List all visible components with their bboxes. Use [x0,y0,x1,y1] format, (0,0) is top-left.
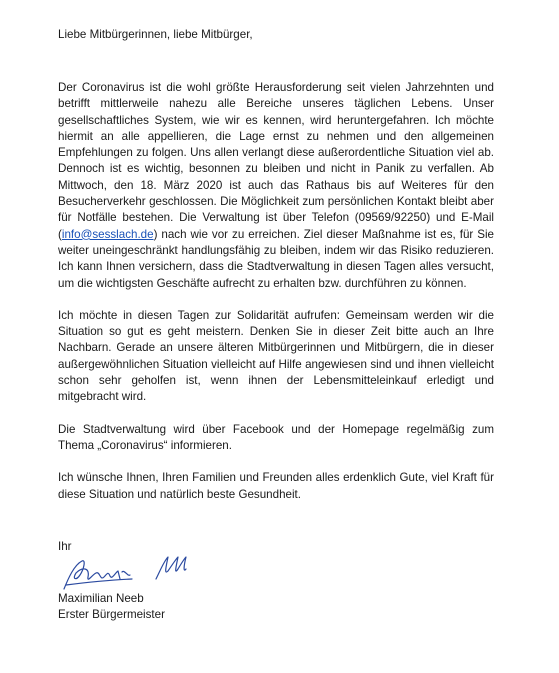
signer-name: Maximilian Neeb [58,591,144,605]
paragraph-announcement-part1: Der Coronavirus ist die wohl größte Herausforderung seit vielen Jahrzehnten und betrifft mittlerweile nahezu alle Bereiche unseres täglichen Lebens. Unser gesellschaftliches System, wie wir es kennen, wird heruntergefahren. Ich möchte hiermit an alle appellieren, die Lage ernst zu nehmen und den allgemeinen Empfehlungen zu folgen. Uns allen verlangt diese außerordentliche Situation viel ab. Dennoch ist es wichtig, besonnen zu bleiben und nicht in Panik zu verfallen. Ab Mittwoch, den 18. März 2020 ist auch das Rathaus bis auf Weiteres für den Besucherverkehr geschlossen. Die Möglichkeit zum persönlichen Kontakt bleibt aber für Notfälle bestehen. Die Verwaltung ist über Telefon (09569/92250) und E-Mail ( [58,81,494,241]
handwritten-signature [60,549,200,595]
paragraph-wishes: Ich wünsche Ihnen, Ihren Familien und Freunden alles erdenklich Gute, viel Kraft für diese Situation und natürlich beste Gesundheit. [58,471,494,501]
paragraph-announcement-part2: ) nach wie vor zu erreichen. Ziel dieser Maßnahme ist es, für Sie weiter uneingeschränkt handlungsfähig zu bleiben, indem wir das Risiko reduzieren. Ich kann Ihnen versichern, dass die Stadtverwaltung in diesen Tagen alles versucht, um die wichtigsten Geschäfte aufrecht zu erhalten bzw. durchführen zu können. [58,227,494,290]
greeting: Liebe Mitbürgerinnen, liebe Mitbürger, [58,28,253,41]
closing: Ihr [58,539,72,553]
email-link[interactable]: info@sesslach.de [61,227,154,241]
letter [58,27,494,623]
paragraph-solidarity: Ich möchte in diesen Tagen zur Solidarität aufrufen: Gemeinsam werden wir die Situation so gut es geht meistern. Denken Sie in dieser Zeit bitte auch an Ihre Nachbarn. Gerade an unsere älteren Mitbürgerinnen und Mitbürgern, die in dieser außergewöhnlichen Situation vielleicht auf Hilfe angewiesen sind und ihnen vielleicht schon sehr geholfen ist, wenn ihnen der Lebensmitteleinkauf erledigt und mitgebracht wird. [58,308,494,404]
paragraph-announcement [58,80,494,292]
paragraph-information: Die Stadtverwaltung wird über Facebook und der Homepage regelmäßig zum Thema „Coronavirus“ informieren. [58,422,494,452]
signer-role: Erster Bürgermeister [58,607,165,621]
